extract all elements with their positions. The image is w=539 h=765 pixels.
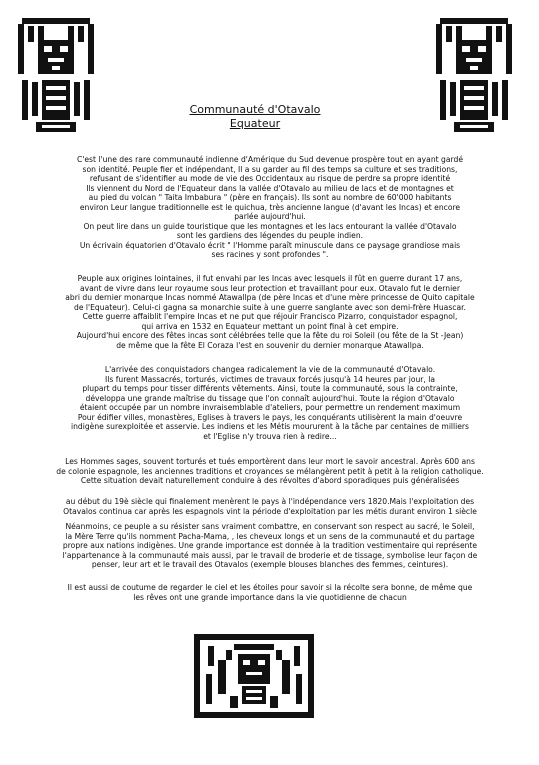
text-line: développa une grande maîtrise du tissage que l'on connaît aujourd'hui. Toute la région d'Otavalo <box>85 393 455 403</box>
paragraph-resistance <box>30 522 510 570</box>
text-line: avant de vivre dans leur royaume sous leur protection et travaillant pour eux. Otavalo fut le dernier <box>80 283 460 293</box>
text-line: sont les gardiens des légendes du peuple indien. <box>176 231 364 241</box>
text-line: au pied du volcan " Taita Imbabura " (père en français). Ils sont au nombre de 60'000 habitants <box>88 193 452 203</box>
inca-deity-logo-right <box>432 14 516 140</box>
text-line: C'est l'une des rare communauté indienne d'Amérique du Sud devenue prospère tout en ayant gardé <box>76 155 463 164</box>
text-line: la Mère Terre qu'ils nomment Pacha-Mama, , les cheveux longs et un sens de la communauté et du partage <box>65 531 475 541</box>
text-line: son identité. Peuple fier et indépendant, Il a su garder au fil des temps sa culture et ses traditions, <box>82 164 458 174</box>
text-line: indigène surexploitée et asservie. Les indiens et les Métis moururent à la tâche par centaines de milliers <box>70 422 470 432</box>
text-line: et l'Eglise n'y trouva rien à redire... <box>203 431 337 441</box>
text-line: de même que la fête El Coraza l'est en souvenir du dernier monarque Atawallpa. <box>116 340 424 350</box>
paragraph-sky-dreams <box>30 583 510 602</box>
paragraph-conquistadors <box>30 365 510 441</box>
text-line: ses racines y sont profondes ". <box>211 250 329 260</box>
paragraph-history-incas <box>30 274 510 350</box>
inca-deity-icon <box>14 14 98 140</box>
text-line: refusant de s'identifier au mode de vie des Occidentaux au risque de perdre sa propre identité <box>89 174 451 184</box>
text-line: On peut lire dans un guide touristique que les montagnes et les lacs entourant la vallée d'Otavalo <box>83 221 457 231</box>
paragraph-independence <box>30 497 510 516</box>
text-line: Un écrivain équatorien d'Otavalo écrit " l'Homme paraît minuscule dans ce paysage grandiose mais <box>79 240 461 250</box>
text-line: Cette guerre affaiblit l'empire Incas et ne put que réjouir Francisco Pizarro, conquistador espagnol, <box>82 312 458 322</box>
text-line: Les Hommes sages, souvent torturés et tués emportèrent dans leur mort le savoir ancestral. Après 600 ans <box>65 457 475 466</box>
text-line: plupart du temps pour tisser différents vêtements. Ainsi, toute la communauté, sous la contrainte, <box>82 384 458 394</box>
text-line: Cette situation devait naturellement conduire à des révoltes d'abord sporadiques puis généralisées <box>80 476 460 486</box>
text-line: Pour édifier villes, monastères, Eglises à travers le pays, les conquérants utilisèrent la main d'oeuvre <box>77 412 463 422</box>
text-line: Otavalos continua car après les espagnols vint la période d'exploitation par les métis durant environ 1 siècle <box>63 506 477 516</box>
text-line: abri du dernier monarque Incas nommé Atawallpa (de père Incas et d'une mère princesse de Quito capitale <box>65 293 475 303</box>
text-line: les rêves ont une grande importance dans la vie quotidienne de chacun <box>133 592 407 602</box>
text-line: penser, leur art et le travail des Otavalos (exemple blouses blanches des femmes, ceintures). <box>91 560 449 570</box>
title-line-1: Communauté d'Otavalo <box>189 103 321 116</box>
inca-deity-icon <box>432 14 516 140</box>
text-line: Il est aussi de coutume de regarder le ciel et les étoiles pour savoir si la récolte sera bonne, de même que <box>67 583 473 592</box>
paragraph-intro <box>30 155 510 260</box>
title-line-2: Equateur <box>229 117 281 130</box>
text-line: environ Leur langue traditionnelle est le quichua, très ancienne langue (d'avant les Incas) et encore <box>79 202 461 212</box>
inca-emblem-bottom <box>190 630 318 722</box>
text-line: Néanmoins, ce peuple a su résister sans vraiment combattre, en conservant son respect au sacré, le Soleil, <box>65 522 475 531</box>
text-line: étaient occupée par un nombre invraisemblable d'ateliers, pour permettre un rendement maximum <box>79 403 461 413</box>
text-line: L'arrivée des conquistadors changea radicalement la vie de la communauté d'Otavalo. <box>104 365 436 374</box>
inca-deity-logo-left <box>14 14 98 140</box>
text-line: Ils furent Massacrés, torturés, victimes de travaux forcés jusqu'à 14 heures par jour, la <box>105 374 435 384</box>
text-line: propre aux nations indigènes. Une grande importance est donnée à la tradition vestimentaire qui représente <box>62 541 478 551</box>
text-line: de colonie espagnole, les anciennes traditions et croyances se mélangèrent petit à petit à la religion catholique. <box>56 466 484 476</box>
text-line: Peuple aux origines lointaines, il fut envahi par les Incas avec lesquels il fût en guerre durant 17 ans, <box>77 274 463 283</box>
text-line: Aujourd'hui encore des fêtes incas sont célébrées telle que la fête du roi Soleil (ou fête de la St -Jean) <box>76 331 464 341</box>
page-title <box>150 103 360 131</box>
text-line: l'appartenance à la communauté mais aussi, par le travail de broderie et de tissage, symbolise leur façon de <box>62 550 478 560</box>
text-line: Ils viennent du Nord de l'Equateur dans la vallée d'Otavalo au milieu de lacs et de montagnes et <box>86 183 454 193</box>
text-line: au début du 19è siècle qui finalement menèrent le pays à l'indépendance vers 1820.Mais l'exploitation des <box>65 497 475 506</box>
inca-emblem-icon <box>190 630 318 722</box>
paragraph-wise-men <box>30 457 510 486</box>
text-line: qui arriva en 1532 en Equateur mettant un point final à cet empire. <box>141 321 399 331</box>
text-line: parlée aujourd'hui. <box>234 212 306 222</box>
text-line: de l'Equateur). Celui-ci gagna sa monarchie suite à une guerre sanglante avec son demi-frère Huascar. <box>74 302 466 312</box>
